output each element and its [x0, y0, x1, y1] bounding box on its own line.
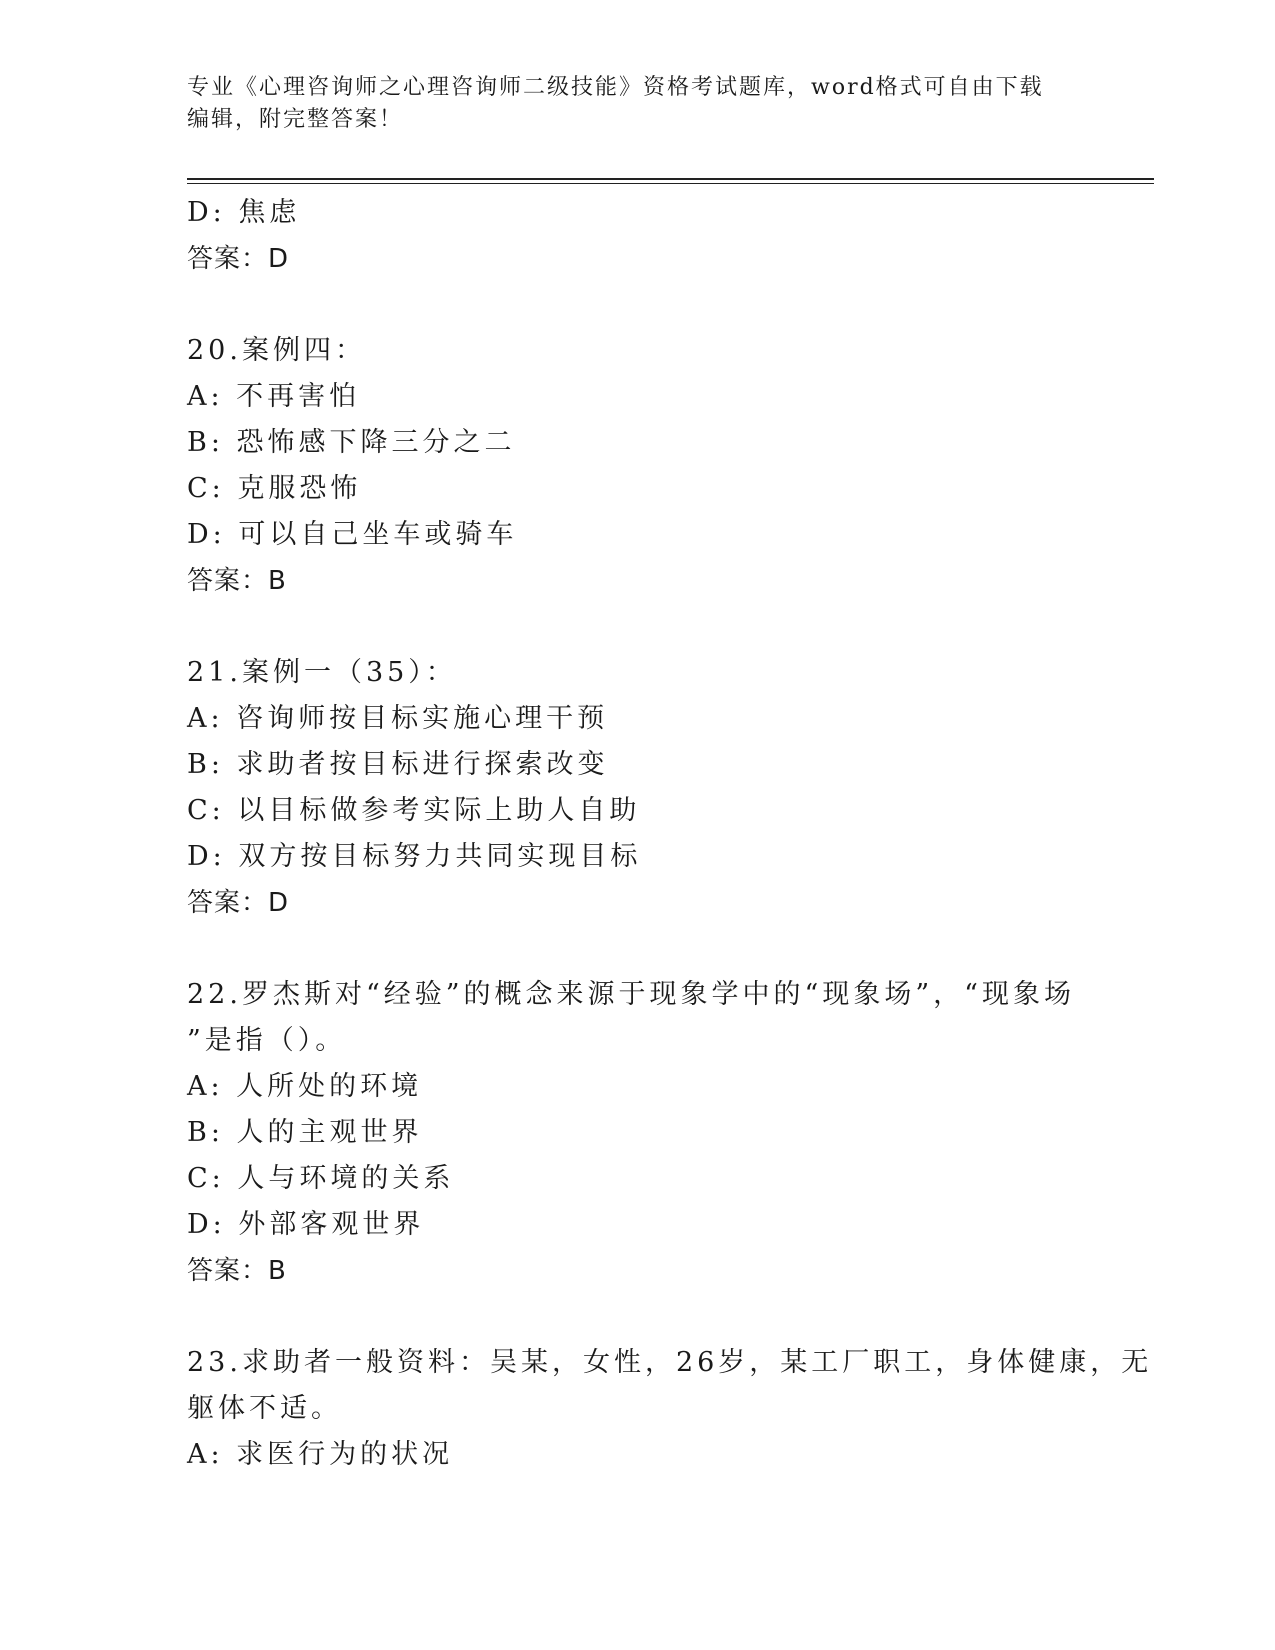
option-d: D: 焦虑 — [187, 197, 301, 228]
option-d: D: 外部客观世界 — [187, 1209, 425, 1240]
spacer — [187, 604, 1087, 650]
question-20 — [187, 328, 1087, 604]
document-header — [187, 72, 1067, 136]
question-stem: 20.案例四： — [187, 335, 366, 366]
answer: 答案：D — [187, 888, 290, 918]
option-c: C: 人与环境的关系 — [187, 1163, 455, 1194]
answer: 答案：B — [187, 566, 287, 596]
option-b: B: 人的主观世界 — [187, 1117, 423, 1148]
question-stem-line-1: 22.罗杰斯对“经验”的概念来源于现象学中的“现象场”，“现象场 — [187, 979, 1075, 1010]
question-list — [187, 190, 1153, 1478]
spacer — [187, 1294, 1087, 1340]
option-d: D: 可以自己坐车或骑车 — [187, 519, 518, 550]
spacer — [187, 926, 1087, 972]
question-stem: 21.案例一（35）： — [187, 657, 457, 688]
option-c: C: 以目标做参考实际上助人自助 — [187, 795, 641, 826]
option-c: C: 克服恐怖 — [187, 473, 362, 504]
question-21 — [187, 650, 1087, 926]
answer: 答案：B — [187, 1256, 287, 1286]
question-stem-line-1: 23.求助者一般资料：吴某，女性，26岁，某工厂职工，身体健康，无 — [187, 1347, 1153, 1378]
question-stem-line-2: 躯体不适。 — [187, 1393, 342, 1424]
answer: 答案：D — [187, 244, 290, 274]
question-22 — [187, 972, 1087, 1294]
option-b: B: 求助者按目标进行探索改变 — [187, 749, 609, 780]
header-rule-thick — [187, 178, 1154, 180]
question-23 — [187, 1340, 1153, 1478]
option-d: D: 双方按目标努力共同实现目标 — [187, 841, 642, 872]
question-stem-line-2: ”是指（）。 — [187, 1025, 347, 1056]
header-line-2: 编辑，附完整答案！ — [187, 107, 404, 132]
option-a: A: 不再害怕 — [187, 381, 361, 412]
header-rule-thin — [187, 183, 1154, 184]
option-a: A: 咨询师按目标实施心理干预 — [187, 703, 609, 734]
header-line-1: 专业《心理咨询师之心理咨询师二级技能》资格考试题库，word格式可自由下载 — [187, 75, 1044, 100]
spacer — [187, 282, 1087, 328]
option-a: A: 求医行为的状况 — [187, 1439, 454, 1470]
option-a: A: 人所处的环境 — [187, 1071, 423, 1102]
option-b: B: 恐怖感下降三分之二 — [187, 427, 516, 458]
